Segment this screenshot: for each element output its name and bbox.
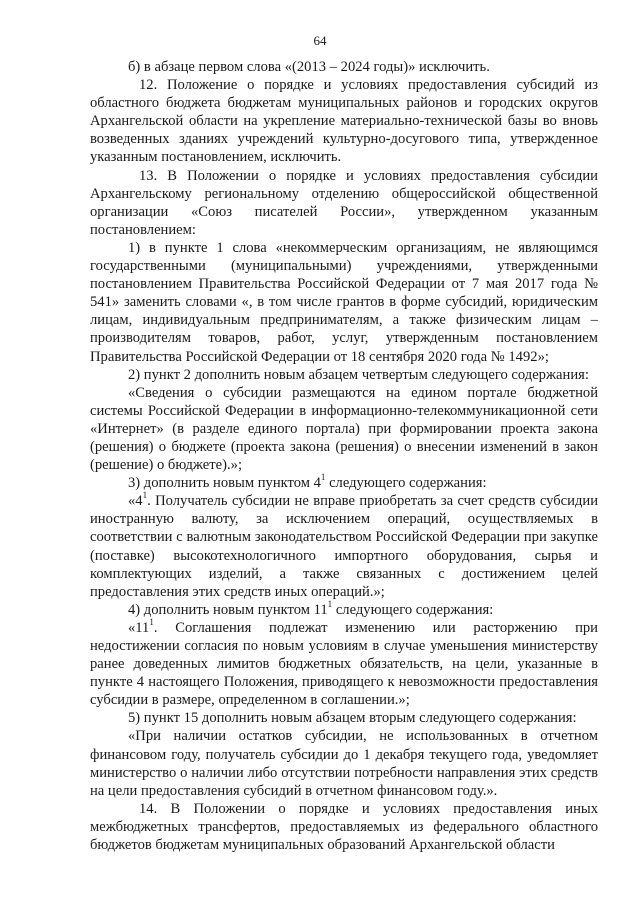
paragraph: 2) пункт 2 дополнить новым абзацем четвертым следующего содержания: <box>128 366 589 383</box>
paragraph: 1) в пункте 1 слова «некоммерческим организациям, не являющимся государственными (муниципальными) учреждениями, утвержденными постановлением Правительства Российской Федерации от 7 мая 2017 года № 541» заменить словами «, в том числе грантов в форме субсидий, юридическим лицам, индивидуальным предпринимателям, а также физическим лицам – производителям товаров, работ, услуг, утвержденным постановлением Правительства Российской Федерации от 18 сентября 2020 года № 1492»; <box>90 239 598 365</box>
paragraph <box>90 619 598 709</box>
paragraph-text: 3) дополнить новым пунктом 4 <box>128 475 321 492</box>
paragraph-text: следующего содержания: <box>325 475 487 492</box>
document-body <box>90 58 598 854</box>
paragraph <box>90 598 598 619</box>
paragraph: 12. Положение о порядке и условиях предоставления субсидий из областного бюджета бюджетам муниципальных районов и городских округов Архангельской области на укрепление материально-технической базы во вновь возведенных зданиях учреждений культурно-досугового типа, утвержденное указанным постановлением, исключить. <box>90 77 598 166</box>
paragraph <box>90 474 598 492</box>
paragraph: б) в абзаце первом слова «(2013 – 2024 годы)» исключить. <box>128 59 490 75</box>
superscript: 1 <box>149 617 154 628</box>
superscript: 1 <box>320 472 326 483</box>
paragraph-text: 4) дополнить новым пунктом 11 <box>128 601 328 618</box>
page-number: 64 <box>313 33 327 48</box>
paragraph-text: следующего содержания: <box>332 601 494 618</box>
paragraph-text: . Соглашения подлежат изменению или расторжению при недостижении согласия по новым условиям в случае уменьшения министерству ранее доведенных лимитов бюджетных обязательств, на цели, указанные в пункте 4 настоящего Положения, приводящего к невозможности предоставления субсидии в размере, определенном в соглашении.»; <box>90 619 598 709</box>
paragraph: 5) пункт 15 дополнить новым абзацем вторым следующего содержания: <box>128 710 577 727</box>
paragraph: «Сведения о субсидии размещаются на едином портале бюджетной системы Российской Федерации в информационно-телекоммуникационной сети «Интернет» (в разделе единого портала) при формировании проекта закона (решения) о бюджете (проекта закона (решения) о внесении изменений в закон (решение) о бюджете).»; <box>90 384 598 474</box>
paragraph-text: «11 <box>128 619 150 636</box>
paragraph-text: . Получатель субсидии не вправе приобретать за счет средств субсидии иностранную валюту, за исключением операций, осуществляемых в соответствии с валютным законодательством Российской Федерации при закупке (поставке) высокотехнологичного импортного оборудования, сырья и комплектующих изделий, а также связанных с достижением целей предоставления этих средств иных операций.»; <box>90 493 598 600</box>
paragraph: 14. В Положении о порядке и условиях предоставления иных межбюджетных трансфертов, предоставляемых из федерального областного бюджетов бюджетам муниципальных образований Архангельской области <box>90 800 598 854</box>
paragraph-text: «4 <box>128 493 143 510</box>
superscript: 1 <box>142 490 148 501</box>
paragraph: «При наличии остатков субсидии, не использованных в отчетном финансовом году, получатель субсидии до 1 декабря текущего года, уведомляет министерство о наличии либо отсутствии потребности направления этих средств на цели предоставления субсидий в отчетном финансовом году.». <box>90 728 598 799</box>
paragraph <box>90 492 598 601</box>
paragraph: 13. В Положении о порядке и условиях предоставления субсидии Архангельскому региональному отделению общероссийской общественной организации «Союз писателей России», утвержденном указанным постановлением: <box>90 167 598 238</box>
superscript: 1 <box>327 598 333 609</box>
